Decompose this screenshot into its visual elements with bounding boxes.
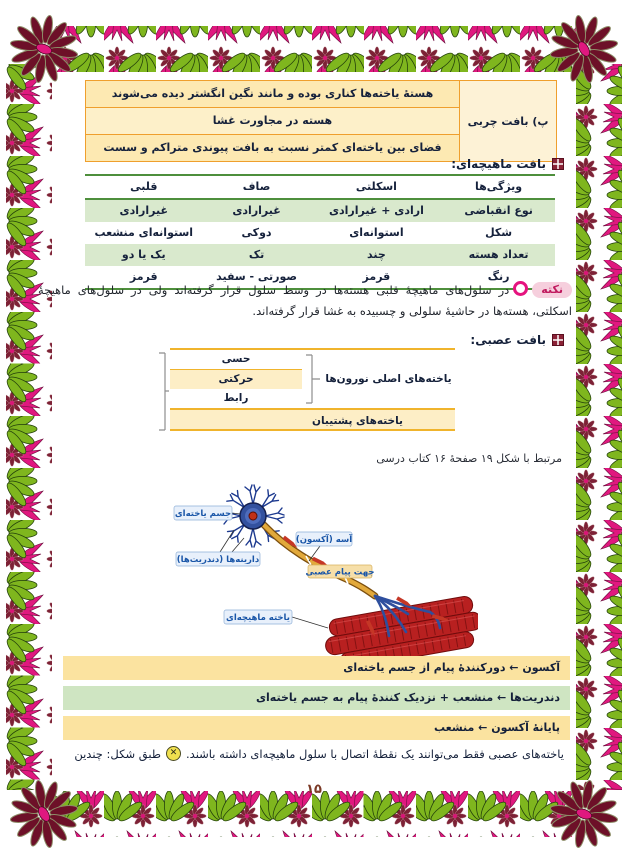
section-bullet-icon: [552, 334, 564, 346]
section-title-text: بافت ماهیچه‌ای:: [451, 157, 546, 171]
fat-tissue-rows: [86, 81, 459, 161]
neuron-type: حرکتی: [170, 370, 302, 389]
table-cell: یک یا دو: [121, 248, 166, 261]
table-cell: قرمز: [129, 270, 158, 283]
table-cell: غیرارادی: [119, 204, 168, 217]
fat-tissue-table: [85, 80, 557, 162]
figure-reference: مرتبط با شکل ۱۹ صفحهٔ ۱۶ کتاب درسی: [376, 452, 562, 465]
table-cell: شکل: [485, 226, 513, 239]
note-text: در سلول‌های ماهیچهٔ قلبی هسته‌ها در وسط سلول قرار گرفته‌اند ولی در سلول‌های ماهیچهٔ اسکلتی، هسته‌ها در حاشیهٔ سلولی و چسبیده به غشا قرار گرفته‌اند.: [38, 283, 572, 318]
axon-label: آسه (آکسون): [295, 535, 353, 545]
column-header: صاف: [242, 180, 271, 193]
muscle-tissue-table: [85, 174, 555, 290]
table-row: [85, 200, 555, 222]
column-header: قلبی: [130, 180, 158, 193]
table-cell: دوکی: [241, 226, 272, 239]
dendrites-label: دارینه‌ها (دندریت‌ها): [176, 555, 260, 565]
neuron-types: [170, 350, 302, 408]
muscle-section-title: [451, 157, 564, 171]
bracket-icon: [302, 350, 322, 408]
table-cell: استوانه‌ای: [349, 226, 404, 239]
diagram-main-label: یاخته‌های اصلی نورون‌ها: [325, 373, 452, 385]
neuron-figure: [168, 482, 478, 672]
closing-correction: طبق شکل: چندین: [74, 746, 161, 761]
column-header: ویژگی‌ها: [475, 180, 523, 193]
page-number: ۱۵: [306, 782, 322, 797]
cell-body-label: جسم یاخته‌ای: [174, 509, 232, 519]
table-cell: تعداد هسته: [468, 248, 529, 261]
table-cell: قرمز: [362, 270, 391, 283]
table-cell: ارادی + غیرارادی: [328, 204, 424, 217]
table-cell: استوانه‌ای منشعب: [94, 226, 194, 239]
fact-axon: آکسون ← دورکنندهٔ پیام از جسم یاخته‌ای: [63, 656, 570, 680]
figure-labels: [174, 506, 375, 628]
section-bullet-icon: [552, 158, 564, 170]
neuron-type: رابط: [223, 392, 249, 404]
note-badge: نکته: [532, 282, 572, 298]
table-cell: غیرارادی: [232, 204, 281, 217]
table-row: [85, 244, 555, 266]
table-cell: رنگ: [487, 270, 510, 283]
table-header-row: [85, 176, 555, 200]
table-cell: تک: [248, 248, 265, 261]
fat-tissue-label: پ) بافت چربی: [459, 81, 556, 161]
impulse-direction-label: جهت پیام عصبی: [305, 567, 375, 578]
diagram-upper: [170, 348, 455, 408]
closing-line: [74, 746, 564, 761]
fact-rows: [63, 656, 570, 746]
table-row: هستهٔ یاخته‌ها کناری بوده و مانند نگین انگشتر دیده می‌شوند: [86, 81, 459, 107]
table-cell: صورتی - سفید: [216, 270, 298, 283]
column-header: اسکلتی: [355, 180, 397, 193]
outer-bracket-icon: [156, 350, 170, 434]
nerve-section-title: [470, 333, 564, 347]
nerve-diagram: [170, 348, 455, 431]
table-cell: چند: [367, 248, 386, 261]
muscle-cell-label: یاخته ماهیچه‌ای: [226, 613, 290, 623]
table-row: فضای بین یاخته‌ای کمتر نسبت به بافت پیوندی متراکم و سست: [86, 134, 459, 161]
note-callout: [38, 280, 572, 322]
wrong-mark-icon: ✕: [166, 746, 181, 761]
section-title-text: بافت عصبی:: [470, 333, 546, 347]
neuron-type: حسی: [170, 350, 302, 370]
table-cell: نوع انقباضی: [464, 204, 533, 217]
table-row: هسته در مجاورت غشا: [86, 107, 459, 134]
table-row: [85, 222, 555, 244]
ring-icon: [513, 281, 528, 296]
fact-dendrites: دندریت‌ها ← منشعب + نزدیک کنندهٔ پیام به جسم یاخته‌ای: [63, 686, 570, 710]
cell-body: [240, 503, 266, 529]
support-cells-label: یاخته‌های پشتیبان: [170, 408, 455, 431]
closing-text: یاخته‌های عصبی فقط می‌توانند یک نقطهٔ اتصال با سلول ماهیچه‌ای داشته باشند.: [186, 746, 564, 761]
fact-axon-terminal: پایانهٔ آکسون ← منشعب: [63, 716, 570, 740]
